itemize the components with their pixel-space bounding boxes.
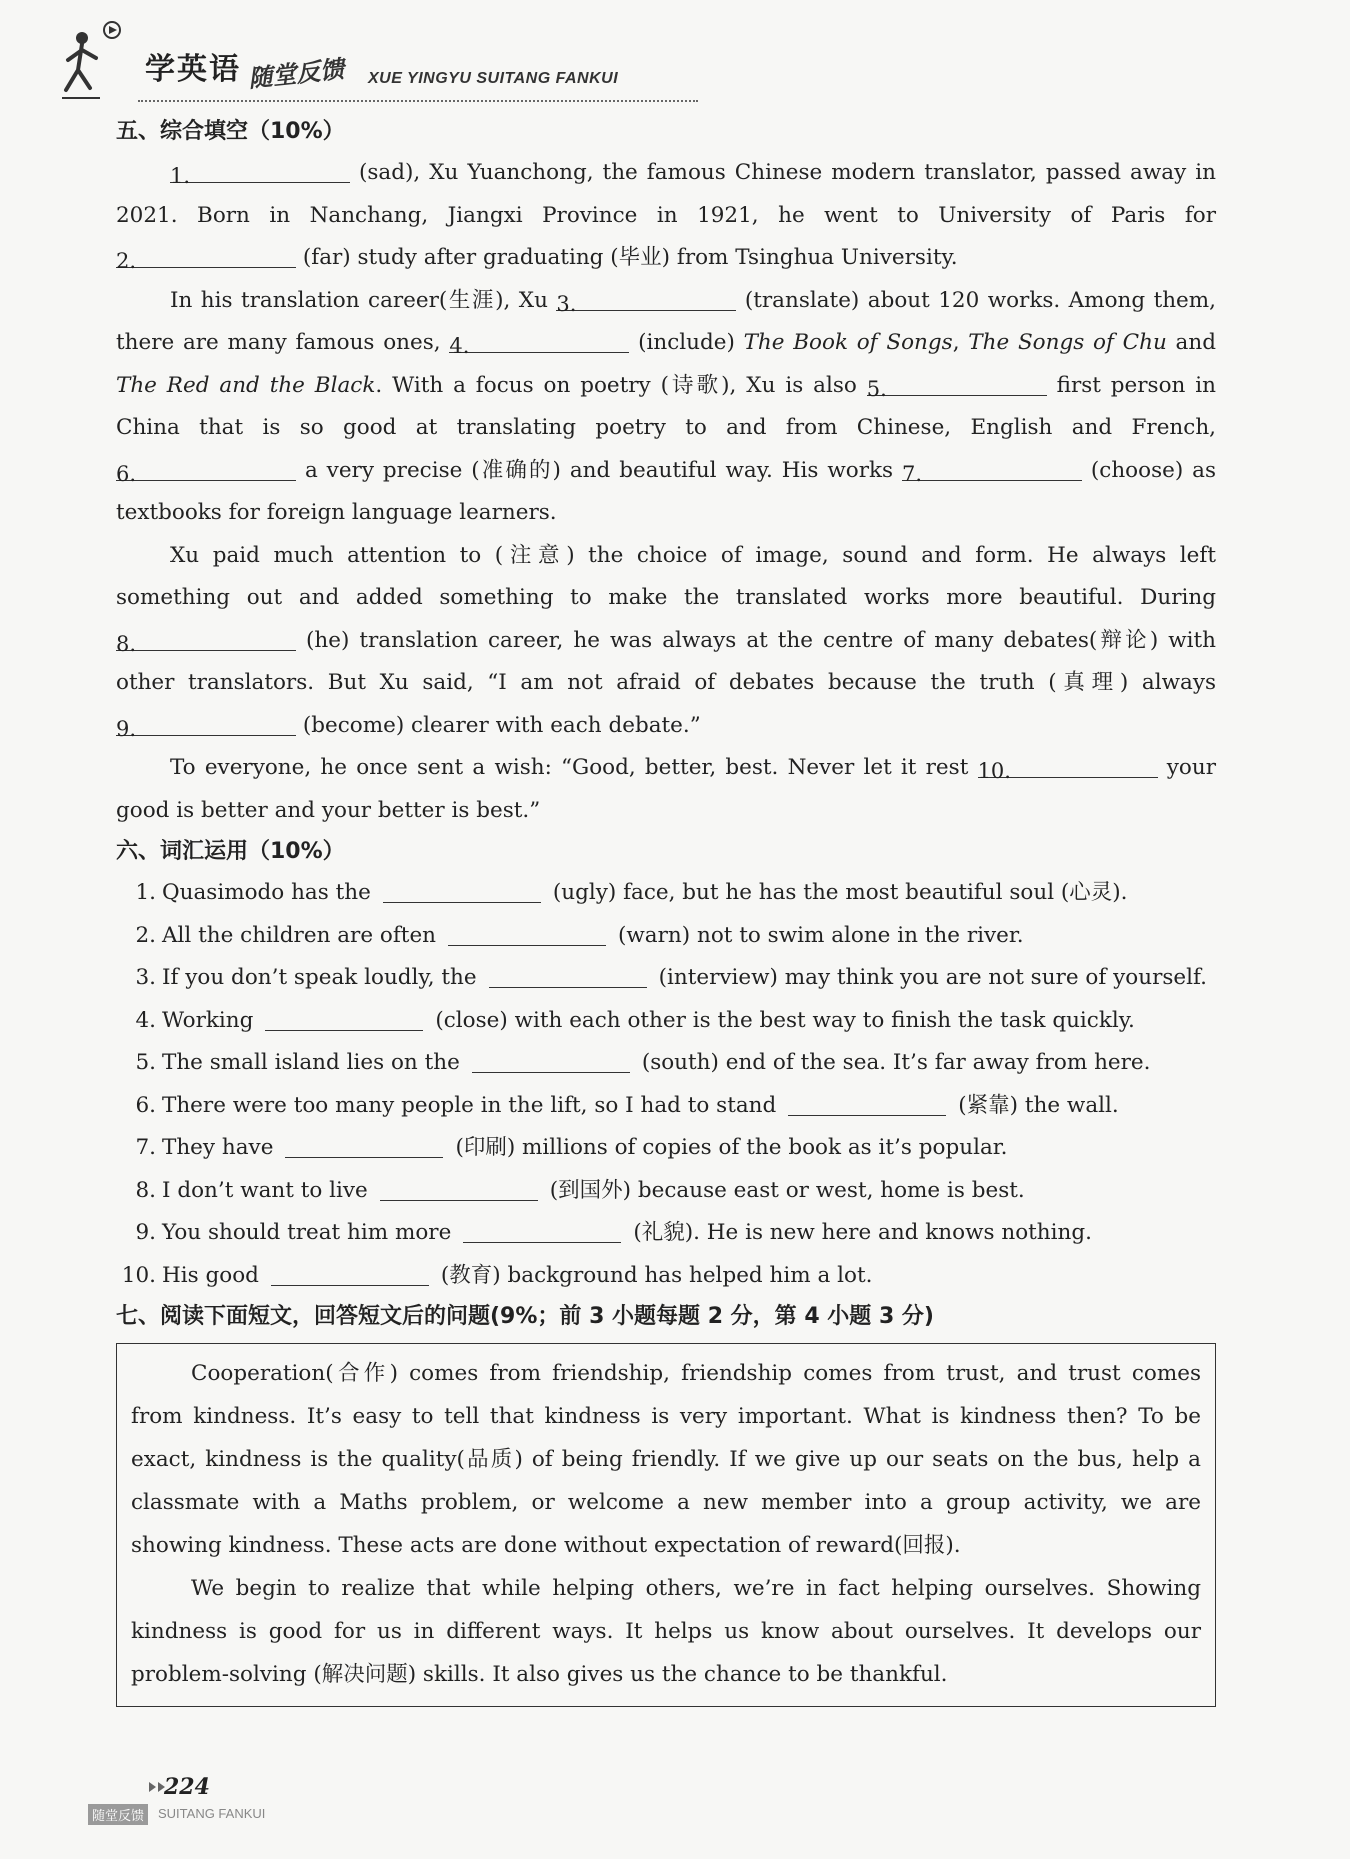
vocab-item-prefix: The small island lies on the <box>162 1050 460 1075</box>
vocab-item <box>116 1000 1216 1043</box>
header-divider <box>138 100 698 102</box>
vocab-answer-blank[interactable] <box>788 1091 946 1116</box>
vocab-item <box>116 1085 1216 1128</box>
vocab-item-suffix: (印刷) millions of copies of the book as it’s popular. <box>455 1135 1008 1160</box>
vocab-answer-blank[interactable] <box>271 1261 429 1286</box>
footer-tag: 随堂反馈 <box>88 1804 148 1825</box>
vocab-answer-blank[interactable] <box>448 921 606 946</box>
vocab-item <box>116 1255 1216 1298</box>
vocab-item-prefix: I don’t want to live <box>162 1177 368 1203</box>
blank-7[interactable]: 7. <box>902 454 1082 481</box>
vocab-answer-blank[interactable] <box>380 1176 538 1201</box>
vocab-item-prefix: His good <box>162 1262 259 1288</box>
vocab-item <box>116 872 1216 915</box>
section-6-title: 六、词汇运用（10%） <box>116 839 345 864</box>
vocab-list <box>116 872 1216 1297</box>
vocab-item-suffix: (ugly) face, but he has the most beautiful soul (心灵). <box>552 880 1128 905</box>
vocab-item-number: 10. <box>121 1262 156 1288</box>
vocab-item <box>116 1042 1216 1085</box>
page-content <box>116 112 1216 1707</box>
vocab-item-number: 9. <box>135 1220 156 1245</box>
blank-10[interactable]: 10. <box>978 751 1158 778</box>
vocab-item <box>116 915 1216 958</box>
vocab-answer-blank[interactable] <box>383 878 541 903</box>
vocab-item-number: 1. <box>135 880 156 905</box>
vocab-item-number: 7. <box>135 1135 156 1160</box>
vocab-answer-blank[interactable] <box>285 1133 443 1158</box>
blank-6[interactable]: 6. <box>116 454 296 481</box>
blank-3[interactable]: 3. <box>556 284 736 311</box>
vocab-item-prefix: You should treat him more <box>162 1220 452 1245</box>
section-5-paragraph-3: Xu paid much attention to (注意) the choice of image, sound and form. He always left something out and added something to make the translated works more beautiful. During 8. (he) translation career, he was always at the centre of many debates(辩论) with other translators. But Xu said, “I am not afraid of debates because the truth (真理) always 9. (become) clearer with each debate.” <box>116 542 1216 741</box>
vocab-item-text <box>162 1000 1216 1043</box>
vocab-item-text <box>162 1042 1216 1085</box>
footer-subtitle: SUITANG FANKUI <box>158 1806 266 1821</box>
section-7-title: 七、阅读下面短文，回答短文后的问题(9%；前 3 小题每题 2 分，第 4 小题 3 分) <box>116 1304 934 1329</box>
vocab-item-number: 6. <box>135 1092 156 1118</box>
vocab-item-suffix: (south) end of the sea. It’s far away from here. <box>641 1050 1151 1075</box>
vocab-answer-blank[interactable] <box>472 1048 630 1073</box>
vocab-item-number: 5. <box>135 1050 156 1075</box>
runner-logo-icon <box>60 18 130 102</box>
vocab-item-suffix: (interview) may think you are not sure of yourself. <box>658 965 1208 990</box>
vocab-item-number: 3. <box>135 965 156 990</box>
vocab-item-prefix: Working <box>162 1007 254 1033</box>
vocab-item-text <box>162 1255 1216 1298</box>
vocab-item-number: 2. <box>135 922 156 948</box>
vocab-item <box>116 1212 1216 1255</box>
vocab-item-text <box>162 1212 1216 1255</box>
blank-9[interactable]: 9. <box>116 709 296 736</box>
vocab-item-prefix: All the children are often <box>162 922 437 948</box>
vocab-item-number: 4. <box>135 1007 156 1033</box>
vocab-answer-blank[interactable] <box>489 963 647 988</box>
vocab-answer-blank[interactable] <box>265 1006 423 1031</box>
vocab-item-suffix: (礼貌). He is new here and knows nothing. <box>633 1220 1092 1245</box>
blank-4[interactable]: 4. <box>449 326 629 353</box>
vocab-item-suffix: (close) with each other is the best way to finish the task quickly. <box>435 1007 1135 1033</box>
logo-english-text: XUE YINGYU SUITANG FANKUI <box>368 70 619 87</box>
vocab-item-text <box>162 957 1216 1000</box>
vocab-item <box>116 1170 1216 1213</box>
reading-paragraph-1: Cooperation(合作) comes from friendship, friendship comes from trust, and trust comes from kindness. It’s easy to tell that kindness is very important. What is kindness then? To be exact, kindness is the quality(品质) of being friendly. If we give up our seats on the bus, help a classmate with a Maths problem, or welcome a new member into a group activity, we are showing kindness. These acts are done without expectation of reward(回报). <box>131 1361 1201 1558</box>
blank-2[interactable]: 2. <box>116 241 296 268</box>
page-header <box>60 14 640 104</box>
vocab-item-number: 8. <box>135 1177 156 1203</box>
reading-passage-box <box>116 1343 1216 1707</box>
logo-script-text: 随堂反馈 <box>247 55 346 93</box>
blank-1[interactable]: 1. <box>170 156 350 183</box>
section-5-paragraph-2: In his translation career(生涯), Xu 3. (translate) about 120 works. Among them, there are many famous ones, 4. (include) The Book of Songs, The Songs of Chu and The Red and the Black. With a focus on poetry (诗歌), Xu is also 5. first person in China that is so good at translating poetry to and from Chinese, English and French, 6. a very precise (准确的) and beautiful way. His works 7. (choose) as textbooks for foreign language learners. <box>116 280 1216 535</box>
section-5-paragraph-1: 1. (sad), Xu Yuanchong, the famous Chinese modern translator, passed away in 2021. Born in Nanchang, Jiangxi Province in 1921, he went to University of Paris for 2. (far) study after graduating (毕业) from Tsinghua University. <box>116 152 1216 280</box>
section-5-paragraph-4: To everyone, he once sent a wish: “Good, better, best. Never let it rest 10. your good is better and your better is best.” <box>116 747 1216 832</box>
vocab-item-suffix: (到国外) because east or west, home is best. <box>549 1177 1025 1203</box>
vocab-item-text <box>162 1170 1216 1213</box>
vocab-item-prefix: If you don’t speak loudly, the <box>162 965 477 990</box>
vocab-item-prefix: They have <box>162 1135 274 1160</box>
page-number: 224 <box>164 1774 210 1800</box>
blank-5[interactable]: 5. <box>867 369 1047 396</box>
vocab-item-text <box>162 1127 1216 1170</box>
vocab-item-text <box>162 872 1216 915</box>
vocab-item <box>116 957 1216 1000</box>
logo-main-text: 学英语 <box>145 52 241 87</box>
vocab-answer-blank[interactable] <box>463 1218 621 1243</box>
vocab-item-suffix: (紧靠) the wall. <box>958 1092 1119 1118</box>
vocab-item <box>116 1127 1216 1170</box>
blank-8[interactable]: 8. <box>116 624 296 651</box>
reading-paragraph-2: We begin to realize that while helping others, we’re in fact helping ourselves. Showing kindness is good for us in different ways. It helps us know about ourselves. It develops our problem-solving (解决问题) skills. It also gives us the chance to be thankful. <box>131 1576 1201 1687</box>
vocab-item-text <box>162 1085 1216 1128</box>
vocab-item-suffix: (教育) background has helped him a lot. <box>440 1262 873 1288</box>
vocab-item-suffix: (warn) not to swim alone in the river. <box>618 922 1024 948</box>
vocab-item-prefix: Quasimodo has the <box>162 880 371 905</box>
vocab-item-prefix: There were too many people in the lift, so I had to stand <box>162 1092 777 1118</box>
vocab-item-text <box>162 915 1216 958</box>
section-5-title: 五、综合填空（10%） <box>116 119 345 144</box>
